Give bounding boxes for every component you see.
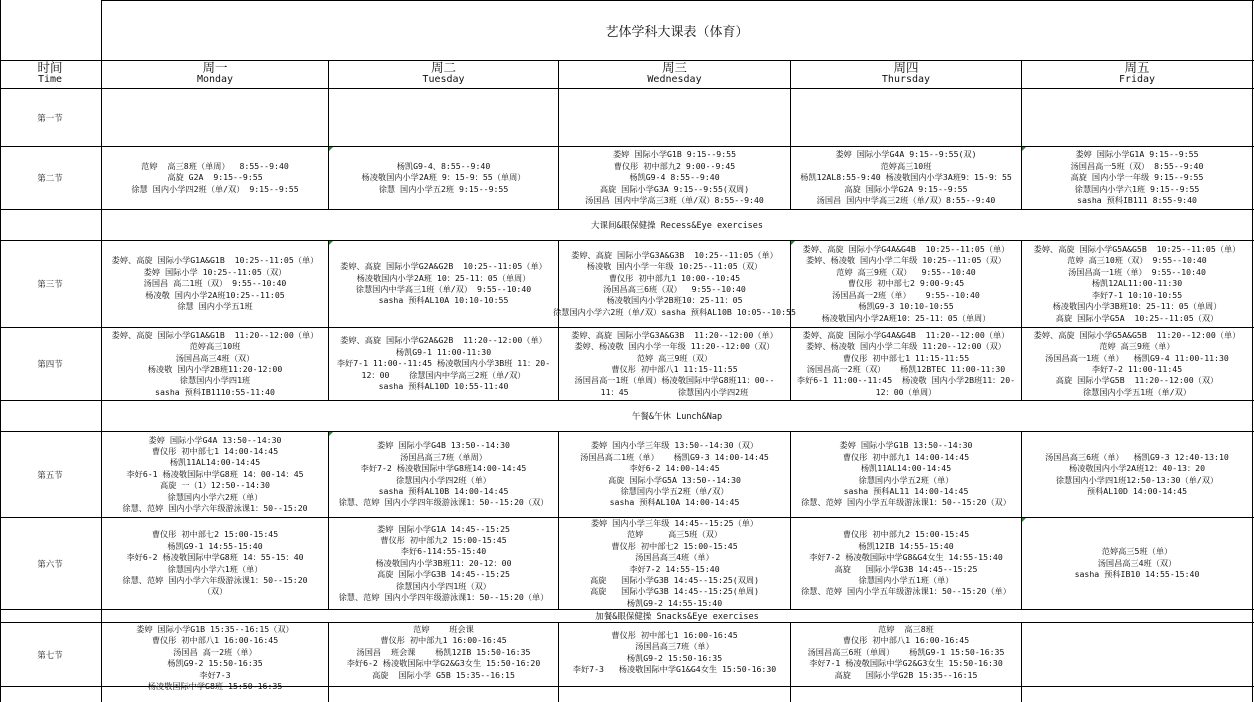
schedule-cell	[1022, 518, 1252, 609]
schedule-entry: sasha 预科AL10A 10:10-10:55	[378, 295, 509, 306]
schedule-entry: 徐慧国内小学四1班	[179, 375, 251, 386]
grid-line	[1252, 0, 1253, 702]
day-header-en: Tuesday	[422, 74, 465, 85]
schedule-entry: 曹仪彤 初中部八1 16:00-16:45	[151, 635, 279, 646]
schedule-entry: 曹仪彤 初中部七1 16:00-16:45	[611, 630, 738, 640]
schedule-cell	[791, 518, 1021, 609]
schedule-entry: 徐慧、范婷 国内小学四年级游泳课1：50--15:20（双）	[338, 497, 549, 508]
schedule-entry: 高旋 国际小学G3B 14:45--15:25(单周)	[589, 586, 759, 597]
schedule-entry: 李好7-3 杨凌敬国际中学G1&G4女生 15:50-16:30	[572, 664, 777, 675]
schedule-cell	[791, 241, 1021, 327]
schedule-entry: 徐慧、范婷 国内小学五年级游泳课1：50--15:20（双）	[801, 497, 1011, 508]
schedule-entry: 娄婷、高旋 国际小学G1A&G1B 11:20--12:00（单）	[111, 329, 319, 340]
schedule-entry: 娄婷、高旋 国际小学G5A&G5B 10:25--11:05（单）	[1033, 244, 1241, 255]
comment-marker-icon	[1022, 147, 1026, 151]
schedule-entry: 曹仪彤 初中部八1 11:15-11:55	[611, 364, 738, 374]
schedule-entry: 李好7-2 杨凌敬国际中学G8班14:00-14:45	[360, 463, 527, 474]
schedule-entry: 杨凌敬国内小学2A班12：40-13：20	[1068, 463, 1206, 474]
schedule-entry: 娄婷 国际小学 10:25--11:05（双）	[143, 266, 287, 277]
time-header-en: Time	[37, 74, 63, 85]
schedule-cell	[559, 147, 790, 209]
schedule-cell	[1022, 241, 1252, 327]
schedule-entry: 曹仪彤 初中部七2 9:00-9:45	[847, 278, 965, 289]
schedule-entry: 曹仪彤 初中部九2 15:00-15:45	[842, 529, 970, 540]
time-header	[0, 60, 100, 87]
comment-marker-icon	[791, 241, 795, 245]
schedule-entry: 高旋 国际小学G5A 10:25--11:05（双）	[1055, 312, 1219, 323]
schedule-entry: 11：45 徐慧国内小学四2班	[600, 386, 749, 397]
schedule-entry: 娄婷、高旋 国际小学G2A&G2B 10:25--11:05（单）	[340, 261, 547, 272]
schedule-entry: 娄婷 国际小学G4A 9:15--9:55(双)	[835, 149, 977, 160]
schedule-cell	[559, 328, 790, 400]
schedule-entry: 娄婷、高旋 国际小学G3A&G3B 11:20--12:00（单）	[571, 329, 778, 340]
day-header-en: Wednesday	[647, 74, 702, 85]
schedule-entry: 高旋 国际小学G3A 9:15--9:55(双周)	[599, 183, 750, 194]
schedule-entry: 杨凯12AL8:55-9:40 杨凌敬国内小学3A班9：15-9：55	[800, 172, 1012, 183]
comment-marker-icon	[329, 241, 333, 245]
comment-marker-icon	[329, 432, 333, 436]
comment-marker-icon	[1022, 518, 1026, 522]
schedule-entry: 徐慧国内小学五2班（单/双）	[620, 485, 729, 496]
schedule-entry: 李好7-2 11:00-11:45	[1091, 364, 1183, 374]
schedule-entry: 曹仪彤 初中部九1 14:00-14:45	[842, 451, 970, 462]
schedule-entry: 曹仪彤 初中部七2 15:00-15:45	[151, 529, 279, 540]
schedule-entry: 汤国昌高一1班（单） 杨凯G9-4 11:00-11:30	[1045, 352, 1229, 363]
schedule-entry: 汤国昌高三7班（单）	[635, 641, 714, 652]
schedule-cell	[102, 518, 328, 609]
schedule-cell	[102, 328, 328, 400]
schedule-entry: 汤国昌高二1班（单） 杨凯G9-3 14:00-14:45	[580, 451, 769, 462]
schedule-entry: 高旋 G2A 9:15--9:55	[167, 172, 263, 183]
schedule-cell	[791, 147, 1021, 209]
schedule-entry: 娄婷、高旋 国际小学G4A&G4B 11:20--12:00（单）	[802, 329, 1010, 340]
day-header-cn: 周四	[893, 60, 919, 75]
schedule-entry: 汤国昌高三6班（双） 9:55--10:40	[603, 284, 746, 294]
schedule-entry: 曹仪彤 初中部九1 10:00--10:45	[608, 272, 741, 283]
schedule-entry: 曹仪彤 初中部七1 11:15-11:55	[842, 352, 970, 363]
schedule-entry: 范婷 高三5班（双）	[626, 529, 723, 540]
schedule-entry: 娄婷 国际小学G1B 15:35--16:15（双）	[136, 624, 294, 634]
schedule-entry: 徐慧国内小学六1班 9:15--9:55	[1074, 183, 1200, 194]
schedule-entry: 杨凯G9-2 15:50-16:35	[167, 658, 263, 669]
schedule-entry: 杨凯G9-1 14:55-15:40	[167, 540, 263, 551]
schedule-entry: 高旋 国际小学G2A 9:15--9:55	[844, 183, 968, 194]
schedule-entry: 徐慧 国内小学五2班 9:15--9:55	[378, 183, 509, 194]
day-header-wednesday	[559, 60, 790, 87]
day-header-en: Thursday	[881, 74, 931, 85]
day-header-monday	[102, 60, 328, 87]
schedule-entry: 娄婷 国际小学G4A 13:50--14:30	[148, 434, 282, 445]
schedule-cell	[553, 241, 796, 327]
day-header-en: Friday	[1118, 74, 1156, 85]
schedule-entry: 娄婷、杨凌敬 国内小学二年级 11:20--12:00（双）	[805, 341, 1006, 352]
time-header-cn: 时间	[37, 60, 63, 75]
schedule-entry: 杨凯G9-4、8:55--9:40	[396, 160, 491, 171]
schedule-entry: 徐慧国内小学六2班（单/双）sasha 预科AL10B 10:05--10:55	[553, 306, 796, 317]
period-label-3: 第三节	[37, 280, 63, 290]
schedule-entry: 范婷 高三8班（单周） 8:55--9:40	[141, 160, 289, 171]
snacks-band: 加餐&眼保健操 Snacks&Eye exercises	[595, 611, 759, 622]
schedule-entry: 徐慧国内中学高三1班（单/双） 9:55--10:40	[355, 284, 532, 294]
schedule-entry: 12：00 徐慧国内中学高三2班（单/双）	[361, 369, 526, 380]
schedule-entry: 娄婷、高旋 国际小学G5A&G5B 11:20--12:00（单）	[1033, 329, 1241, 340]
schedule-entry: 徐慧、范婷 国内小学五年级游泳课1：50--15:20（单）	[801, 586, 1011, 597]
schedule-cell	[102, 624, 328, 692]
schedule-entry: 杨凌敬国内小学2A班 10：25-11：05（单周）	[356, 272, 531, 283]
schedule-entry: 娄婷、高旋 国际小学G1A&G1B 10:25--11:05（单）	[111, 255, 319, 266]
schedule-cell	[329, 147, 558, 209]
schedule-entry: 曹仪彤 初中部九2 9:00--9:45	[613, 160, 736, 171]
schedule-entry: 范婷 高三8班	[878, 624, 934, 634]
schedule-entry: 范婷 高三9班（双） 9:55--10:40	[836, 266, 976, 277]
schedule-entry: 娄婷、杨凌敬 国内小学二年级 10:25--11:05（双）	[805, 255, 1006, 266]
schedule-entry: 娄婷、杨凌敬 国内小学一年级 11:20--12:00（双）	[574, 341, 775, 352]
schedule-entry: 李好7-2 杨凌敬国际中学G8&G4女生 14:55-15:40	[809, 552, 1003, 563]
schedule-entry: 汤国昌高三6班（单） 杨凯G9-3 12:40-13:10	[1045, 451, 1229, 462]
schedule-cell	[329, 518, 558, 609]
grid-line	[0, 88, 1254, 89]
schedule-entry: 徐慧、范婷 国内小学六年级游泳课1：50--15:20	[122, 574, 308, 585]
schedule-entry: 汤国昌 高一2班（单）	[173, 646, 257, 657]
schedule-entry: 范婷高三5班（单）	[1101, 546, 1173, 557]
schedule-entry: 高旋 国际小学 G5B 15:35--16:15	[372, 669, 515, 680]
schedule-entry: 汤国昌高三4班（单）	[635, 552, 714, 563]
schedule-cell	[559, 518, 790, 609]
schedule-entry: 高旋 国内小学一年级 9:15--9:55	[1070, 172, 1204, 183]
recess-band: 大课间&眼保健操 Recess&Eye exercises	[590, 221, 764, 231]
schedule-entry: 杨凯12AL11:00-11:30	[1091, 278, 1183, 289]
schedule-entry: 范婷 高三9班（双）	[636, 352, 713, 363]
schedule-entry: 李好7-1 11:00--11:45 杨凌敬国内小学3B班 11：20-	[336, 358, 551, 369]
schedule-entry: 汤国昌 国内中学高三3班（单/双）8:55--9:40	[585, 195, 764, 206]
schedule-entry: 汤国昌 高二1班（双） 9:55--10:40	[143, 278, 287, 289]
schedule-entry: 汤国昌高三4班（双）	[1097, 557, 1177, 568]
schedule-entry: 杨凯G9-3 10:10-10:55	[858, 301, 954, 312]
schedule-entry: 娄婷、高旋 国际小学G4A&G4B 10:25--11:05（单）	[802, 244, 1010, 255]
schedule-cell	[329, 328, 558, 400]
schedule-entry: 徐慧国内小学五1班（单）	[858, 574, 954, 585]
schedule-entry: 杨凌敬国际中学G8班 15:50-16:35	[147, 681, 283, 692]
schedule-entry: sasha 预科AL10A 14:00-14:45	[609, 497, 740, 508]
lunch-band: 午餐&午休 Lunch&Nap	[631, 412, 723, 422]
day-header-en: Monday	[196, 74, 234, 85]
schedule-entry: 曹仪彤 初中部七2 15:00-15:45	[611, 540, 738, 551]
schedule-cell	[791, 432, 1021, 517]
period-label-1: 第一节	[37, 113, 63, 124]
schedule-entry: sasha 预科AL10B 14:00-14:45	[378, 485, 509, 496]
schedule-entry: sasha 预科AL10D 10:55-11:40	[378, 381, 509, 392]
schedule-entry: 汤国昌高一1班（单周）杨凌敬国际中学G8班11：00--	[574, 375, 775, 386]
schedule-entry: 高旋 国际小学G3B 14:45--15:25	[377, 569, 510, 580]
schedule-entry: 曹仪彤 初中部七1 14:00-14:45	[151, 445, 279, 456]
schedule-entry: 杨凯11AL14:00-14:45	[860, 463, 952, 474]
period-label-7: 第七节	[37, 650, 63, 661]
schedule-entry: 娄婷、高旋 国际小学G2A&G2B 11:20--12:00（单）	[340, 335, 547, 346]
schedule-entry: 高旋 一（1）12:50--14:30	[160, 480, 270, 491]
schedule-entry: 杨凯G9-4 8:55--9:40	[629, 172, 720, 183]
schedule-entry: 曹仪彤 初中部九1 16:00-16:45	[380, 635, 507, 646]
schedule-entry: 娄婷 国际小学G4B 13:50--14:30	[377, 440, 510, 451]
schedule-entry: 娄婷、高旋 国际小学G3A&G3B 10:25--11:05（单）	[571, 249, 778, 260]
period-label-2: 第二节	[37, 174, 63, 184]
day-header-cn: 周二	[430, 60, 456, 75]
period-label-4: 第四节	[37, 360, 63, 370]
schedule-entry: 杨凌敬 国内小学2B班11:20-12:00	[147, 364, 283, 374]
comment-marker-icon	[329, 147, 333, 151]
schedule-entry: 高旋 国际小学G3B 14:45--15:25(双周)	[589, 574, 759, 585]
schedule-entry: 李好6-2 14:00-14:45	[629, 463, 720, 474]
day-header-friday	[1022, 60, 1252, 87]
schedule-entry: 杨凌敬国内小学2B班10：25-11：05	[606, 295, 743, 306]
schedule-entry: （双）	[202, 586, 228, 597]
schedule-entry: 范婷高三10班	[189, 341, 241, 352]
schedule-entry: 娄婷 国际小学G1A 9:15--9:55	[1075, 149, 1199, 160]
schedule-entry: 汤国昌高一2班（双） 杨凯12BTEC 11:00-11:30	[806, 364, 1006, 374]
grid-line	[0, 622, 1254, 623]
schedule-entry: 高旋 国际小学G5B 11:20--12:00（双）	[1055, 375, 1219, 386]
schedule-entry: 徐慧国内小学四2班（单）	[396, 474, 491, 485]
schedule-cell	[791, 624, 1021, 686]
schedule-entry: 李好7-1 10:10-10:55	[1091, 289, 1183, 300]
schedule-entry: 杨凌敬国内小学3B班11：20-12：00	[375, 557, 512, 568]
schedule-entry: 范婷 高三10班（双） 9:55--10:40	[1067, 255, 1207, 266]
schedule-cell	[102, 432, 328, 517]
schedule-entry: 汤国昌 国内中学高三2班（单/双）8:55--9:40	[816, 195, 996, 206]
schedule-entry: 娄婷 国际小学G1B 9:15--9:55	[612, 149, 737, 160]
schedule-cell	[559, 432, 790, 517]
schedule-entry: 杨凯G9-2 14:55-15:40	[626, 597, 723, 608]
schedule-entry: 杨凌敬国内小学3B班10：25-11：05（单周）	[1052, 301, 1222, 312]
schedule-entry: 徐慧国内小学六2班（单）	[167, 491, 263, 502]
schedule-entry: 杨凯G9-2 15:50-16:35	[626, 652, 723, 663]
schedule-entry: 徐慧国内小学五2班（单）	[858, 474, 954, 485]
schedule-entry: sasha 预科IB111 8:55-9:40	[1077, 195, 1197, 206]
schedule-entry: 范婷 班会课	[413, 624, 474, 634]
schedule-entry: 娄婷 国际小学G1A 14:45--15:25	[377, 523, 510, 534]
schedule-entry: 高旋 国际小学G5A 13:50--14:30	[608, 474, 741, 485]
schedule-entry: 预科AL10D 14:00-14:45	[1086, 485, 1188, 496]
schedule-entry: 李好6-114:55-15:40	[400, 546, 487, 557]
schedule-entry: 杨凌敬国内小学2A班10：25-11：05（单周）	[821, 312, 991, 323]
schedule-cell	[102, 147, 328, 209]
page-title: 艺体学科大课表（体育）	[605, 24, 749, 40]
schedule-cell	[1022, 147, 1252, 209]
schedule-entry: 李好6-2 杨凌敬国际中学G2&G3女生 15:50-16:20	[346, 658, 541, 669]
day-header-cn: 周五	[1124, 60, 1150, 75]
schedule-entry: 曹仪彤 初中部八1 16:00-16:45	[842, 635, 970, 646]
schedule-cell	[791, 328, 1021, 400]
schedule-entry: 徐慧国内小学四1班（双）	[396, 580, 491, 591]
schedule-entry: 汤国昌高一2班（单） 9:55--10:40	[832, 289, 980, 300]
schedule-cell	[1022, 624, 1252, 686]
day-header-tuesday	[329, 60, 558, 87]
schedule-entry: 汤国昌高三6班（单周） 杨凯G9-1 15:50-16:35	[807, 646, 1005, 657]
schedule-cell	[329, 624, 558, 686]
schedule-cell	[1022, 432, 1252, 517]
schedule-entry: sasha 预科IB10 14:55-15:40	[1074, 569, 1200, 580]
schedule-entry: 汤国昌高三4班（双）	[175, 352, 255, 363]
schedule-cell	[559, 630, 790, 686]
schedule-entry: 杨凌敬国内小学2A班 9：15-9：55（单周）	[361, 172, 526, 183]
schedule-entry: 徐慧 国内小学四2班（单/双） 9:15--9:55	[131, 183, 299, 194]
schedule-cell	[1022, 328, 1252, 400]
schedule-entry: 杨凯G9-1 11:00-11:30	[395, 346, 492, 357]
schedule-entry: 徐慧国内小学六1班（单）	[167, 563, 263, 574]
schedule-entry: 徐慧、范婷 国内小学四年级游泳课1：50--15:20（单）	[338, 592, 549, 603]
schedule-entry: 徐慧 国内小学五1班	[177, 301, 253, 312]
period-label-5: 第五节	[37, 470, 63, 481]
schedule-cell	[329, 432, 558, 517]
schedule-entry: 徐慧、范婷 国内小学六年级游泳课1：50--15:20	[122, 503, 308, 514]
schedule-entry: 高旋 国际小学G2B 15:35--16:15	[834, 669, 978, 680]
schedule-entry: 娄婷 国内小学三年级 13:50--14:30（双）	[590, 440, 759, 451]
schedule-entry: 范婷 高三9班（单）	[1099, 341, 1175, 352]
schedule-entry: 汤国昌高一5班（双） 8:55--9:40	[1070, 160, 1204, 171]
schedule-entry: 徐慧国内小学五1班（单/双）	[1082, 386, 1192, 397]
schedule-entry: 李好6-1 杨凌敬国际中学G8班 14：00-14：45	[126, 468, 304, 479]
schedule-entry: 李好7-1 杨凌敬国际中学G2&G3女生 15:50-16:30	[809, 658, 1003, 669]
schedule-entry: sasha 预科AL11 14:00-14:45	[843, 485, 969, 496]
day-header-cn: 周一	[202, 60, 228, 75]
day-header-thursday	[791, 60, 1021, 87]
schedule-cell	[329, 241, 558, 327]
schedule-entry: 汤国昌 班会课 杨凯12IB 15:50-16:35	[356, 646, 531, 657]
schedule-entry: 娄婷 国际小学G1B 13:50--14:30	[839, 440, 973, 451]
schedule-cell	[102, 241, 328, 327]
schedule-entry: 徐慧国内小学四1班12:50-13:30（单/双）	[1055, 474, 1219, 485]
schedule-entry: 李好7-2 14:55-15:40	[629, 563, 720, 574]
schedule-entry: 杨凯12IB 14:55-15:40	[858, 540, 954, 551]
schedule-entry: 杨凯11AL14:00-14:45	[169, 457, 261, 468]
schedule-entry: 李好6-2 杨凌敬国际中学G8班 14：55-15：40	[126, 552, 304, 563]
schedule-entry: 曹仪彤 初中部九2 15:00-15:45	[380, 534, 507, 545]
schedule-entry: sasha 预科IB1110:55-11:40	[155, 386, 275, 397]
schedule-entry: 汤国昌高三7班（单周）	[400, 451, 487, 462]
schedule-entry: 高旋 国际小学G3B 14:45--15:25	[834, 563, 978, 574]
schedule-entry: 李好6-1 11:00--11:45 杨凌敬 国内小学2B班11：20-	[796, 375, 1016, 386]
schedule-entry: 范婷高三10班	[880, 160, 932, 171]
period-label-6: 第六节	[37, 559, 63, 570]
schedule-entry: 李好7-3	[199, 669, 231, 680]
schedule-entry: 汤国昌高一1班（单） 9:55--10:40	[1068, 266, 1206, 277]
day-header-cn: 周三	[661, 60, 687, 75]
schedule-entry: 杨凌敬 国内小学2A班10:25--11:05	[145, 289, 285, 300]
schedule-entry: 杨凌敬 国内小学一年级 10:25--11:05（双）	[586, 261, 763, 272]
schedule-entry: 娄婷 国内小学三年级 14:45--15:25（单）	[590, 517, 759, 528]
schedule-entry: 12：00（单周）	[875, 386, 937, 397]
